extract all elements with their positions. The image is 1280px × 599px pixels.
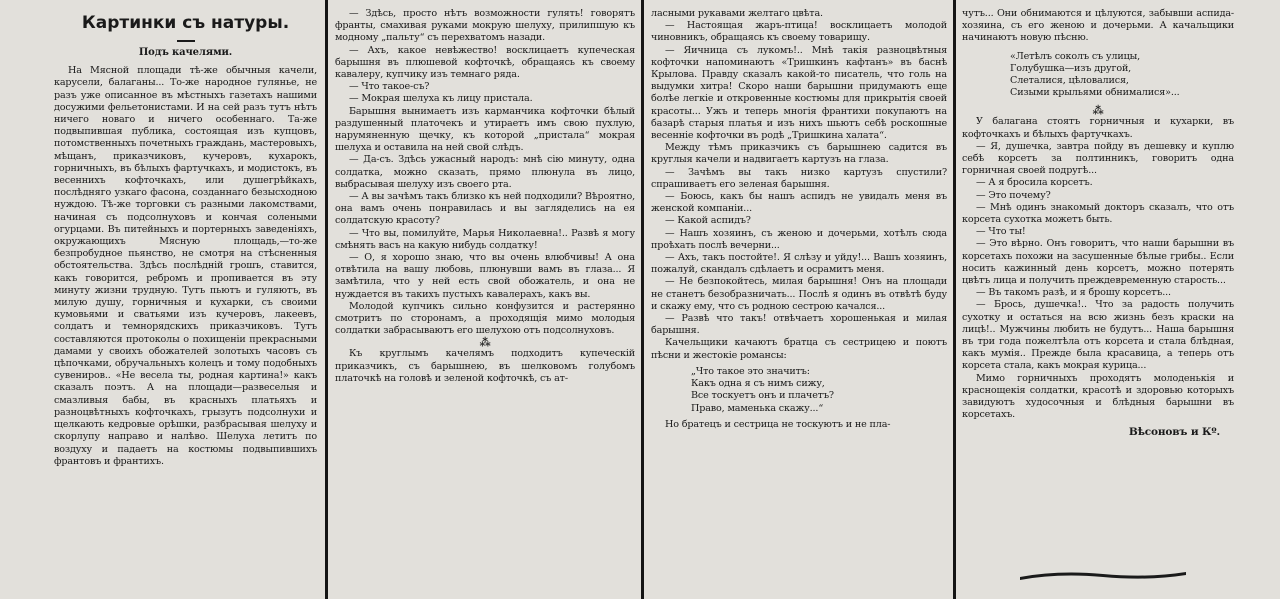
paragraph: — Что ты! (976, 226, 1026, 238)
paragraph: — Развѣ что такъ! отвѣчаетъ хорошенькая и милая барышня. (651, 313, 947, 337)
end-flourish-ornament (1018, 568, 1188, 582)
paragraph: — О, я хорошо знаю, что вы очень влюбчивы! А она отвѣтила на вашу любовь, плюнувши вамъ въ глаза... Я замѣтила, что у ней есть свой обожатель, и она не нуждается въ такихъ пустыхъ кавалерахъ, какъ вы. (335, 252, 635, 300)
section-separator-stars: ⁂ (1092, 104, 1104, 118)
paragraph: — А вы зачѣмъ такъ близко къ ней подходили? Вѣроятно, она вамъ очень понравилась и вы загляделись на ея солдатскую красоту? (335, 191, 635, 227)
verse-line: Все тоскуетъ онъ и плачетъ? (691, 390, 834, 402)
paragraph: — Яичница съ лукомъ!.. Мнѣ такія разноцвѣтныя кофточки напоминаютъ «Тришкинъ кафтанъ» въ баснѣ Крылова. Правду сказалъ какой-то писатель, что голь на выдумки хитра! Скоро наши барышни придумаютъ еще болѣе легкіе и откровенные костюмы для прикрытія своей красоты... Ужъ и теперь многія франтихи покупаютъ на базарѣ старыя платья и изъ нихъ шьютъ себѣ роскошные весенніе кофточки въ родѣ „Тришкина халата“. (651, 44, 947, 142)
paragraph: — Это почему? (976, 189, 1051, 201)
paragraph: Мимо горничныхъ проходятъ молоденькія и краснощекія солдатки, красотѣ и здоровью которыхъ завидуютъ худосочныя и блѣдныя барышни въ корсетахъ. (962, 372, 1234, 421)
paragraph: Между тѣмъ приказчикъ съ барышнею садится въ круглыя качели и надвигаетъ картузъ на глаза. (651, 142, 947, 166)
paragraph: Молодой купчикъ сильно конфузится и растерянно смотритъ по сторонамъ, а проходящія мимо молодыя солдатки забрасываютъ его шелухою отъ подсолнуховъ. (335, 300, 635, 337)
paragraph: Качельщики качаютъ братца съ сестрицею и поютъ пѣсни и жестокіе романсы: (651, 337, 947, 361)
paragraph: — Въ такомъ разѣ, и я брошу корсетъ... (976, 287, 1171, 299)
article-subtitle: Подъ качелями. (138, 47, 233, 58)
paragraph: — Да-съ. Здѣсь ужасный народъ: мнѣ сію минуту, одна солдатка, можно сказать, прямо плюнула въ лицо, выбрасывая шелуху изъ своего рта. (335, 154, 635, 190)
paragraph: — Не безпокойтесь, милая барышня! Онъ на площади не станетъ безобразничать... Послѣ я одинъ въ отвѣтѣ буду и скажу ему, что съ родною сестрою качался... (651, 276, 947, 312)
verse-line: Голубушка—изъ другой, (1010, 62, 1132, 74)
column-2 (335, 0, 635, 599)
verse-line: Сизыми крыльями обнималися»... (1010, 87, 1180, 99)
paragraph: У балагана стоятъ горничныя и кухарки, въ кофточкахъ и бѣлыхъ фартучкахъ. (962, 116, 1234, 140)
column-rule (325, 0, 328, 599)
section-separator-stars: ⁂ (479, 336, 491, 350)
paragraph: — Мнѣ одинъ знакомый докторъ сказалъ, что отъ корсета сухотка можетъ быть. (962, 201, 1234, 226)
paragraph: — Что такое-съ? (349, 81, 430, 93)
paragraph: — Что вы, помилуйте, Марья Николаевна!.. Развѣ я могу смѣнять васъ на какую нибудь солдатку! (335, 227, 635, 251)
paragraph: — Настоящая жаръ-птица! восклицаетъ молодой чиновникъ, обращаясь къ своему товарищу. (651, 20, 947, 44)
paragraph: — Какой аспидъ? (665, 215, 751, 227)
article-title: Картинки съ натуры. (81, 13, 290, 33)
song-verse (1010, 51, 1234, 100)
paragraph: ласными рукавами желтаго цвѣта. (651, 8, 823, 19)
paragraph: — Нашъ хозяинъ, съ женою и дочерьми, хотѣлъ сюда проѣхать послѣ вечерни... (651, 227, 947, 251)
author-signature: Вѣсоновъ и Кº. (1128, 425, 1220, 438)
column-rule (641, 0, 644, 599)
paragraph: Къ круглымъ качелямъ подходитъ купеческій приказчикъ, съ барышнею, въ шелковомъ голубомъ платочкѣ на головѣ и зеленой кофточкѣ, съ ат- (335, 348, 635, 384)
paragraph: — Брось, душечка!.. Что за радость получить сухотку и остаться на всю жизнь безъ краски на лицѣ!.. Мужчины любить не будутъ... Наша барышня въ три года пожелтѣла отъ корсета и стала блѣдная, какъ мумія.. Прежде была красавица, а теперь отъ корсета стала, какъ мокрая курица... (962, 299, 1234, 372)
paragraph: — А я бросила корсетъ. (976, 177, 1093, 189)
verse-line: «Летѣлъ соколъ съ улицы, (1010, 50, 1140, 62)
paragraph: — Боюсь, какъ бы нашъ аспидъ не увидалъ меня въ женской компаніи... (651, 191, 947, 215)
column-rule (953, 0, 956, 599)
paragraph: Барышня вынимаетъ изъ карманчика кофточки бѣлый раздушенный платочекъ и утираетъ имъ свою пухлую, нарумяненную щечку, къ которой „пристала“ мокрая шелуха и оставила на ней свой слѣдъ. (335, 105, 635, 154)
paragraph: — Зачѣмъ вы такъ низко картузъ спустили? спрашиваетъ его зеленая барышня. (651, 166, 947, 190)
paragraph: — Ахъ, такъ постойте!. Я слѣзу и уйду!... Вашъ хозяинъ, пожалуй, скандалъ сдѣлаетъ и осрамитъ меня. (651, 252, 947, 276)
paragraph: — Здѣсь, просто нѣтъ возможности гулять! говорятъ франты, смахивая руками мокрую шелуху, прилипшую къ модному „пальту“ съ перехватомъ назади. (335, 8, 635, 44)
column-1 (54, 0, 317, 599)
paragraph: Но братецъ и сестрица не тоскуютъ и не пла- (665, 418, 891, 430)
song-verse (691, 366, 947, 415)
paragraph: — Ахъ, какое невѣжество! восклицаетъ купеческая барышня въ плюшевой кофточкѣ, обращаясь къ своему кавалеру, купчику изъ темнаго ряда. (335, 44, 635, 81)
verse-line: Какъ одна я съ нимъ сижу, (691, 378, 825, 390)
paragraph: — Мокрая шелуха къ лицу пристала. (349, 93, 533, 105)
column-3 (651, 0, 947, 599)
paragraph: — Я, душечка, завтра пойду въ дешевку и куплю себѣ корсетъ за полтинникъ, говоритъ одна горничная своей подругѣ... (962, 140, 1234, 177)
paragraph: На Мясной площади тѣ-же обычныя качели, карусели, балаганы... То-же народное гулянье, не разъ уже описанное въ мѣстныхъ газетахъ нашими досужими фельетонистами. И на сей разъ тутъ нѣтъ ничего новаго и ничего особеннаго. Та-же подвыпившая публика, состоящая изъ купцовъ, потомственныхъ почетныхъ граждань, мастеровыхъ, мѣщанъ, приказчиковъ, кучеровъ, кухарокъ, горничныхъ, въ бѣлыхъ фартучкахъ, и модистокъ, въ весеннихъ кофточкахъ, или душегрѣйкахъ, послѣдняго узкаго фасона, созданнаго безысходною нуждою. Тѣ-же торговки съ разными лакомствами, начиная съ подсолнуховъ и кончая солеными огурцами. Въ питейныхъ и портерныхъ заведеніяхъ, окружающихъ Мясную площадь,—то-же безпробудное пьянство, не смотря на стѣсненныя обстоятельства. Здѣсь послѣдній грошъ, ставится, какъ говорится, ребромъ и пропивается въ эту минуту жизни трудную. Тутъ пьютъ и гуляютъ, въ милую душу, горничныя и кухарки, съ своими кумовьями и сватьями изъ кучеровъ, лакеевъ, солдатъ и темнорядскихъ приказчиковъ. Тутъ составляются протоколы о похищеніи прекрасными дамами у своихъ обожателей золотыхъ часовъ съ цѣпочками, обручальныхъ колецъ и тому подобныхъ сувениров.. «Не весела ты, родная картина!» какъ сказалъ поэтъ. А на площади—развеселыя и смазливыя бабы, въ красныхъ платьяхъ и разноцвѣтныхъ кофточкахъ, грызутъ подсолнухи и щелкають кедровые орѣшки, разбрасывая шелуху и скорлупу направо и налѣво. Шелуха летитъ по воздуху и падаетъ на костюмы подвыпившихъ франтовъ и франтихъ. (54, 65, 317, 467)
verse-line: Право, маменька скажу...“ (691, 402, 824, 414)
verse-line: „Что такое это значитъ: (691, 365, 810, 377)
paragraph: — Это вѣрно. Онъ говоритъ, что наши барышни въ корсетахъ похожи на засушенные бѣлые грибы.. Если носить кажинный день корсетъ, можно потерять цвѣтъ лица и получить преждевременную старость... (962, 238, 1234, 287)
title-dash (177, 40, 195, 42)
column-4 (962, 0, 1234, 599)
verse-line: Слеталися, цѣловалися, (1010, 75, 1129, 87)
paragraph: чутъ... Они обнимаются и цѣлуются, забывши аспида-хозяина, съ его женою и дочерьми. А качальщики начинаютъ новую пѣсню. (962, 8, 1234, 44)
